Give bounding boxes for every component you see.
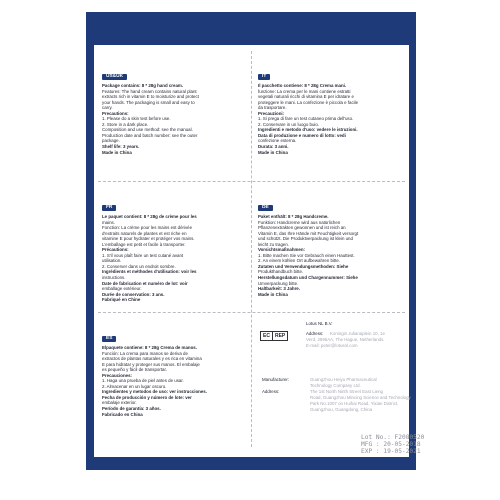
- text-line: Durata: 3 anni.: [258, 144, 289, 150]
- instruction-sheet: [94, 45, 425, 457]
- section-us-uk: [102, 73, 247, 155]
- text-line: Elpaquete contiene: 8 * 28g Crema de manos.: [102, 345, 197, 350]
- text-line: 2. Conservare in un luogo buio.: [258, 121, 320, 127]
- text-line: Precautions:: [102, 110, 129, 116]
- text-line: 1. Bitte machen Sie vor Gebrauch einen Hauttest.: [258, 252, 355, 258]
- lang-tag-it: IT: [258, 74, 270, 80]
- text-line: Función: La crema para manos se deriva de: [102, 350, 188, 356]
- text-line: Precauciones:: [102, 372, 133, 378]
- ec-rep-badge: EC REP: [260, 331, 288, 341]
- text-line: vitamine E pour hydrater et protéger vos mains.: [102, 236, 195, 242]
- text-line: your hands. The packaging is small and easy to: [102, 99, 195, 105]
- text-line: Zutaten und Verwendungsmethoden: Siehe: [258, 263, 349, 269]
- text-line: Made in China: [258, 149, 288, 155]
- text-line: Fonction: La crème pour les mains est dérivée: [102, 225, 193, 231]
- text-line: Fabriqué en Chine: [102, 297, 141, 303]
- exp-date: EXP : 19-05-2021: [361, 448, 421, 455]
- text-line: Précautions:: [102, 247, 129, 253]
- text-line: embalaje exterior.: [102, 400, 137, 406]
- text-line: E para hidratar y proteger sus manos. El embalaje: [102, 361, 200, 367]
- text-line: utilisation.: [102, 258, 122, 264]
- text-line: Durée de conservation: 3 ans.: [102, 291, 165, 297]
- text-line: und schützt. Die Produktverpackung ist klein und: [258, 236, 353, 242]
- text-line: d'extraits naturels de plantes et est riche en: [102, 230, 187, 236]
- text-line: Data di produzione e numero di lotto: vedi: [258, 132, 346, 138]
- text-line: mains.: [102, 219, 115, 225]
- text-line: instructions.: [102, 275, 126, 281]
- text-line: 1. Si prega di fare un test cutaneo prima dell'uso.: [258, 116, 354, 122]
- text-line: proteggere le mani. La confezione è piccola e facile: [258, 99, 359, 105]
- rep-email: E-mail: peter@lotusnl.com: [306, 343, 358, 348]
- text-line: Ingredienti e metodo d'uso: vedere le istruzioni.: [258, 127, 358, 133]
- text-line: funzione: La crema per le mani contiene estratti: [258, 88, 351, 94]
- text-line: package.: [102, 138, 120, 144]
- text-line: Fabricado en China: [102, 411, 143, 417]
- text-line: extractos de plantas naturales y es rica en vitamina: [102, 356, 202, 362]
- manufacturer-address-line-3: Park No.1007 on Huihai Road, Yixian District,: [310, 401, 399, 406]
- text-line: Features: The hand cream contains natural plant: [102, 88, 197, 94]
- text-line: Produkthandbuch bitte.: [258, 269, 304, 275]
- text-line: 1. S'il vous plaît faire un test cutané avant: [102, 252, 184, 258]
- section-fr: [102, 204, 247, 303]
- text-line: es pequeño y fácil de transportar.: [102, 367, 167, 373]
- text-line: Made in China: [102, 149, 132, 155]
- rep-address-label: Address:: [306, 331, 324, 336]
- lot-stamp: [361, 434, 424, 455]
- text-line: L'emballage est petit et facile à transporter.: [102, 241, 186, 247]
- text-line: Haltbarkeit: 3 Jahre.: [258, 286, 300, 292]
- rep-company: Lotus NL B.V.: [306, 321, 333, 326]
- text-line: Shelf life: 3 years.: [102, 144, 140, 150]
- section-es: [102, 335, 247, 417]
- text-line: 2. Almacenar en un lugar oscuro.: [102, 383, 167, 389]
- manufacturer-name: Guangzhou Heiyu Pharmaceutical: [310, 377, 377, 382]
- manufacturer-name-2: Technology Company Ltd.: [310, 383, 361, 388]
- manufacturer-label: Manufacturer:: [262, 377, 290, 382]
- lot-number: Lot No.: F2080520: [361, 434, 425, 441]
- text-line: Herstellungsdatum und Chargennummer: Siehe: [258, 275, 358, 281]
- manufacturer-address-line-1: The 1st North Ninth Street East Lieng: [310, 389, 383, 394]
- text-line: Fecha de producción y número de lote: ver: [102, 394, 192, 400]
- manufacturer-address-line-2: Road, Guangzhou Mincing Science and Technology: [310, 395, 411, 400]
- text-line: 1. Haga una prueba de piel antes de usar.: [102, 378, 184, 384]
- text-line: Precauzioni:: [258, 110, 285, 116]
- row-divider-1: [98, 181, 405, 182]
- text-line: vegetali naturali ricchi di vitamina E per idratare e: [258, 94, 354, 100]
- lang-tag-es: ES: [102, 336, 116, 342]
- lang-tag-de: DE: [258, 205, 273, 211]
- lang-tag-us-uk: US&UK: [102, 74, 127, 80]
- text-line: Le paquet contient: 8 * 28g de crème pour les: [102, 214, 197, 219]
- text-line: emballage extérieur.: [102, 286, 142, 292]
- text-line: Package contains: 8 * 28g hand cream.: [102, 83, 184, 88]
- lang-tag-fr: FR: [102, 205, 116, 211]
- rep-address-line-2: Verd, 2595AA, The Hague, Netherlands.: [306, 337, 385, 342]
- section-de: [258, 204, 403, 297]
- text-line: Vorsichtsmaßnahmen:: [258, 247, 306, 253]
- rep-address-line-1: Koningin Julianaplein 10, 1e: [330, 331, 385, 336]
- text-line: Funktion: Handcreme wird aus natürlichen: [258, 219, 341, 225]
- text-line: Vitamin E, das Ihre Hände mit Feuchtigkeit versorgt: [258, 230, 359, 236]
- manufacturer-address-line-4: Guangzhou, Guangdong, China: [310, 407, 373, 412]
- mfg-date: MFG : 20-05-2018: [361, 441, 421, 448]
- text-line: Umverpackung bitte.: [258, 280, 299, 286]
- section-it: [258, 73, 403, 155]
- text-line: confezione esterna.: [258, 138, 297, 144]
- text-line: 1. Please do a skin test before use.: [102, 116, 171, 122]
- text-line: Made in China: [258, 291, 288, 297]
- text-line: leicht zu tragen.: [258, 241, 289, 247]
- text-line: 2. Conserver dans un endroit sombre.: [102, 263, 176, 269]
- text-line: Production date and batch number: see the outer: [102, 132, 198, 138]
- row-divider-2: [98, 312, 405, 313]
- ec-rep-section: [252, 317, 425, 455]
- text-line: Ingrédients et méthodes d'utilisation: voir les: [102, 269, 197, 275]
- text-line: Paket enthält: 8 * 28g Handcreme.: [258, 214, 329, 219]
- text-line: Il pacchetto contiene: 8 * 28g Crema mani.: [258, 83, 347, 88]
- text-line: Date de fabrication et numéro de lot: voir: [102, 280, 188, 286]
- text-line: carry.: [102, 105, 113, 111]
- text-line: Ingredientes y metodos de uso: ver instrucciones.: [102, 389, 207, 395]
- text-line: 2. An einem kühlen Ort aufbewahren bitte.: [258, 258, 341, 264]
- text-line: da trasportare.: [258, 105, 287, 111]
- text-line: Composition and use method: see the manual.: [102, 127, 193, 133]
- text-line: extracts rich in vitamin E to moisturize and protect: [102, 94, 199, 100]
- text-line: Pflanzenextrakten gewonnen und ist reich an: [258, 225, 346, 231]
- text-line: 2. Store in a dark place.: [102, 121, 149, 127]
- manufacturer-address-label: Address:: [262, 389, 280, 394]
- text-line: Período de garantía: 3 años.: [102, 406, 161, 412]
